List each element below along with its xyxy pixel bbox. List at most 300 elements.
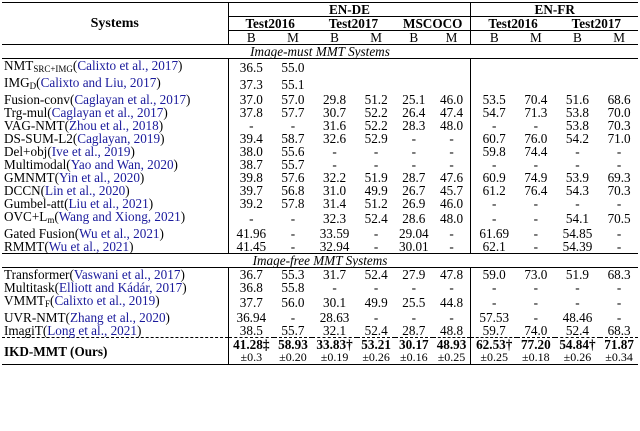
score-cell: - [533,196,539,211]
system-name: Gated Fusion(Wu et al., 2021) [4,226,164,241]
ours-score-cell: 41.28‡ [228,338,274,352]
score-cell: 41.45 [228,240,274,254]
system-name: DCCN(Lin et al., 2020) [4,183,130,198]
method-name: Multimodal [4,157,67,172]
score-cell: 26.9 [402,196,426,211]
method-name: Gumbel-att [4,196,65,211]
score-cell: - [449,239,454,254]
score-cell: - [533,295,539,310]
score-cell: - [616,144,622,159]
method-name: ImagiT [4,323,43,338]
score-cell: - [373,239,379,254]
citation-link[interactable]: Caglayan, 2019 [77,131,161,146]
score-cell: 30.1 [323,295,347,310]
score-cell [555,59,601,77]
ours-std-cell: ±0.34 [605,350,633,364]
mscoco-header: MSCOCO [395,17,471,31]
score-cell: 46.0 [439,196,464,211]
score-cell: 52.4 [565,323,589,338]
score-cell: 36.8 [228,281,274,294]
systems-header: Systems [90,16,139,31]
system-name: Multimodal(Yao and Wan, 2020) [4,157,178,172]
method-name: Fusion-conv [4,92,70,107]
score-cell: 70.3 [607,118,631,133]
score-cell: 57.53 [471,311,517,324]
score-cell: 54.3 [565,183,589,198]
score-cell: 38.7 [228,158,274,171]
score-cell: - [332,157,337,172]
score-cell: - [411,157,416,172]
score-cell: - [575,157,580,172]
score-cell: - [471,294,517,311]
method-name: Transformer [4,267,70,282]
score-cell: 25.1 [402,92,426,107]
method-name: Gated Fusion [4,226,75,241]
table-row [2,324,638,338]
score-cell: 74.9 [524,170,548,185]
score-cell: - [533,157,539,172]
score-cell: 60.9 [471,171,517,184]
score-cell: 51.6 [565,92,589,107]
method-name: RMMT [4,239,45,254]
score-cell [517,76,555,93]
ours-score-cell: 62.53† [471,338,517,352]
score-cell: - [533,118,539,133]
score-cell: 71.3 [524,105,548,120]
score-cell: - [471,119,517,132]
score-cell: 55.3 [281,267,305,282]
score-cell: - [449,131,454,146]
system-name: Multitask(Elliott and Kádár, 2017) [4,280,187,295]
score-cell: - [533,310,539,325]
score-cell: 55.1 [281,77,305,92]
score-cell: 41.96 [228,227,274,240]
score-cell: 61.2 [471,184,517,197]
score-cell [600,76,638,93]
section-image-free: Image-free MMT Systems [2,254,638,268]
score-cell [312,59,358,77]
score-cell: 54.2 [565,131,589,146]
system-name: $NMT_{SRC+IMG}(Calixto$ et al., 2017) [4,58,183,74]
score-cell: 62.1 [471,240,517,254]
score-cell: 74.0 [524,323,548,338]
bleu-header: B [330,30,339,45]
ours-system-name: IKD-MMT (Ours) [2,338,228,365]
score-cell: 73.0 [524,267,548,282]
meteor-header: M [287,30,299,45]
score-cell: 26.4 [402,105,426,120]
system-name: Transformer(Vaswani et al., 2017) [4,267,185,282]
score-cell [517,59,555,77]
system-name: Trg-mul(Caglayan et al., 2017) [4,105,168,120]
score-cell: 59.8 [471,145,517,158]
ours-score-cell: 77.20 [521,337,551,352]
table-row [2,268,638,282]
score-cell: - [411,280,416,295]
score-cell: 57.6 [281,170,305,185]
score-cell: - [533,239,539,254]
score-cell [433,59,471,77]
score-cell: 48.46 [562,310,593,325]
score-cell: 68.3 [607,323,631,338]
method-name: UVR-NMT [4,310,66,325]
ours-std-cell: ±0.25 [437,350,466,364]
score-cell: - [575,280,580,295]
score-cell: 28.6 [402,211,426,226]
test2017-header: Test2017 [312,17,395,31]
en-fr-header: EN-FR [471,3,638,17]
score-cell: 39.7 [228,184,274,197]
score-cell: - [290,118,296,133]
score-cell: - [290,310,296,325]
section-image-must: Image-must MMT Systems [2,45,638,59]
score-cell: - [533,211,539,226]
score-cell [357,76,395,93]
score-cell: - [228,119,274,132]
citation-link[interactable]: Calixto and Liu, 2017 [40,75,157,90]
score-cell: 52.4 [364,267,388,282]
score-cell: 55.6 [281,144,305,159]
ours-std-cell: ±0.26 [362,350,390,364]
en-de-header: EN-DE [228,3,471,17]
score-cell: 52.9 [364,131,388,146]
score-cell: 36.5 [228,59,274,77]
test2016-header: Test2016 [228,17,312,31]
results-table [2,2,638,365]
score-cell: 70.3 [607,183,631,198]
ours-std-cell: ±0.19 [320,350,349,364]
test2017-header: Test2017 [555,17,638,31]
score-cell: 31.7 [323,267,347,282]
bleu-header: B [409,30,419,45]
score-cell: 44.8 [439,295,464,310]
score-cell: - [411,131,416,146]
meteor-header: M [445,30,458,45]
system-name: VAG-NMT(Zhou et al., 2018) [4,118,164,133]
method-name: DS-SUM-L2 [4,131,73,146]
score-cell: 46.0 [439,92,464,107]
score-cell: 45.7 [439,183,464,198]
system-name: GMNMT(Yin et al., 2020) [4,170,145,185]
score-cell: - [616,295,622,310]
score-cell: 32.1 [323,323,347,338]
score-cell: 52.2 [364,118,388,133]
ours-std-cell: ±0.20 [279,350,307,364]
score-cell: 55.0 [281,60,305,75]
system-name: DS-SUM-L2(Caglayan, 2019) [4,131,165,146]
score-cell: 51.9 [565,267,589,282]
score-cell: - [373,157,379,172]
score-cell: 48.8 [439,323,464,338]
method-subscript: F [45,299,51,309]
score-cell: 48.0 [439,211,464,226]
score-cell: - [616,280,622,295]
score-cell: 60.7 [471,132,517,145]
score-cell: 49.9 [364,183,388,198]
score-cell: - [449,310,454,325]
score-cell: 31.6 [323,118,347,133]
ours-std-cell: ±0.26 [563,350,592,364]
meteor-header: M [529,30,542,45]
score-cell: 76.0 [524,131,548,146]
test2016-header: Test2016 [471,17,555,31]
system-name: Fusion-conv(Caglayan et al., 2017) [4,92,191,107]
system-name: RMMT(Wu et al., 2021) [4,239,134,254]
ours-score-cell: 71.87 [604,337,634,352]
score-cell: 29.04 [398,226,429,241]
score-cell: 53.5 [471,93,517,106]
method-name: VMMT [4,293,46,308]
method-name: OVC+L [4,209,48,224]
score-cell: - [290,211,296,226]
score-cell: 70.5 [607,211,631,226]
score-cell: - [290,239,296,254]
method-name: VAG-NMT [4,118,65,133]
score-cell: - [449,226,454,241]
score-cell: 55.8 [281,280,305,295]
score-cell: 54.7 [471,106,517,119]
citation-link[interactable]: Calixto et al., 2019 [54,293,156,308]
score-cell: 37.0 [228,93,274,106]
bleu-header: B [471,31,517,45]
score-cell: 30.01 [398,239,429,254]
citation-link[interactable]: Ive et al., 2019 [51,144,131,159]
score-cell: 36.7 [228,268,274,282]
score-cell [433,76,471,93]
table-row [2,59,638,77]
score-cell: - [411,144,416,159]
score-cell [357,59,395,77]
ours-std-cell: ±0.25 [471,351,517,365]
score-cell: - [575,295,580,310]
score-cell: 51.2 [364,196,388,211]
score-cell: 37.8 [228,106,274,119]
citation-link[interactable]: Liu et al., 2021 [68,196,149,211]
score-cell [312,76,358,93]
score-cell: - [332,280,337,295]
method-name: Trg-mul [4,105,48,120]
score-cell: 68.3 [607,267,631,282]
score-cell: - [373,226,379,241]
score-cell: - [373,280,379,295]
score-cell: - [575,144,580,159]
table-row [2,210,638,227]
score-cell: 56.8 [281,183,305,198]
citation-link[interactable]: Lin et al., 2020 [45,183,126,198]
score-cell: 26.7 [402,183,426,198]
score-cell: 25.5 [402,295,426,310]
ours-std-cell: ±0.3 [228,351,274,365]
score-cell: 27.9 [402,267,426,282]
score-cell: 51.9 [364,170,388,185]
method-subscript: SRC+IMG [33,64,73,74]
table-row [2,240,638,254]
score-cell: 49.9 [364,295,388,310]
system-name: Del+obj(Ive et al., 2019) [4,144,135,159]
score-cell: 28.7 [402,323,426,338]
citation-link[interactable]: Long et al., 2021 [47,323,137,338]
score-cell: 61.69 [471,227,517,240]
score-cell: 37.3 [228,76,274,93]
score-cell [600,59,638,77]
ours-score-cell: 53.21 [361,337,391,352]
score-cell: 32.2 [323,170,347,185]
system-name: $IMG_D(Calixto$ and Liu, 2017) [4,75,161,91]
score-cell: 47.4 [439,105,464,120]
score-cell: 55.7 [281,323,305,338]
score-cell: - [373,310,379,325]
method-name: NMT [4,58,34,73]
ours-row [2,338,638,352]
citation-link[interactable]: Wang and Xiong, 2021 [58,209,181,224]
score-cell: 59.0 [471,268,517,282]
score-cell [395,59,433,77]
score-cell: 57.0 [281,92,305,107]
score-cell: 48.0 [439,118,464,133]
score-cell: - [616,226,622,241]
score-cell: 69.3 [607,170,631,185]
score-cell: - [449,144,454,159]
score-cell: 52.2 [364,105,388,120]
score-cell: 53.8 [565,118,589,133]
score-cell: - [449,280,454,295]
score-cell: - [411,310,416,325]
citation-link[interactable]: Wu et al., 2021 [79,226,160,241]
score-cell: - [228,210,274,227]
score-cell: 47.8 [439,267,464,282]
score-cell: 30.7 [323,105,347,120]
score-cell: 32.94 [319,239,350,254]
citation-link[interactable]: Yin et al., 2020 [58,170,140,185]
score-cell: - [290,226,296,241]
system-name: $OVC+L_m(Wang$ and Xiong, 2021) [4,209,186,225]
score-cell [471,76,517,93]
score-cell: - [616,157,622,172]
citation-link[interactable]: Caglayan et al., 2017 [51,105,164,120]
score-cell: 54.85 [562,226,593,241]
method-subscript: m [47,215,55,225]
score-cell [395,76,433,93]
score-cell: 39.8 [228,171,274,184]
score-cell: 32.6 [323,131,347,146]
score-cell: - [373,144,379,159]
score-cell: - [533,280,539,295]
score-cell: 47.6 [439,170,464,185]
method-name: GMNMT [4,170,55,185]
score-cell: 31.4 [323,196,347,211]
score-cell: - [449,157,454,172]
score-cell: 76.4 [524,183,548,198]
ours-score-cell: 48.93 [436,337,467,352]
score-cell: 31.0 [323,183,347,198]
score-cell: 52.4 [364,211,388,226]
score-cell: - [575,196,580,211]
citation-link[interactable]: Zhang et al., 2020 [69,310,166,325]
score-cell: 52.4 [364,323,388,338]
citation-link[interactable]: Calixto et al., 2017 [77,58,179,73]
method-name: IMG [4,75,30,90]
score-cell: 32.3 [323,211,347,226]
score-cell: 57.7 [281,105,305,120]
score-cell: 53.9 [565,170,589,185]
score-cell: 58.7 [281,131,305,146]
score-cell: 74.4 [524,144,548,159]
table-row [2,294,638,311]
ours-score-cell: 58.93 [278,337,308,352]
system-name: UVR-NMT(Zhang et al., 2020) [4,310,170,325]
score-cell [471,59,517,77]
citation-link[interactable]: Caglayan et al., 2017 [74,92,187,107]
score-cell: - [471,210,517,227]
method-subscript: D [29,81,37,91]
score-cell: 38.5 [228,324,274,338]
ours-score-cell: 30.17 [398,337,429,352]
score-cell: - [616,310,622,325]
meteor-header: M [613,30,625,45]
score-cell: 36.94 [228,311,274,324]
score-cell: - [533,226,539,241]
score-cell: 54.1 [565,211,589,226]
score-cell: 53.8 [565,105,589,120]
citation-link[interactable]: Zhou et al., 2018 [68,118,159,133]
score-cell: 54.39 [562,239,593,254]
score-cell [555,76,601,93]
system-name: Gumbel-att(Liu et al., 2021) [4,196,154,211]
score-cell: 38.0 [228,145,274,158]
bleu-header: B [573,30,582,45]
meteor-header: M [370,30,382,45]
score-cell: 29.8 [323,92,347,107]
ours-score-cell: 33.83† [316,337,353,352]
score-cell: - [471,158,517,171]
bleu-header: B [228,31,274,45]
ours-std-cell: ±0.18 [522,350,550,364]
score-cell: 51.2 [364,92,388,107]
score-cell: 57.8 [281,196,305,211]
citation-link[interactable]: Wu et al., 2021 [48,239,130,254]
score-cell: 55.7 [281,157,305,172]
score-cell: - [471,197,517,210]
ours-score-cell: 54.84† [559,337,596,352]
score-cell: 33.59 [319,226,350,241]
score-cell: 28.3 [402,118,426,133]
score-cell: 71.0 [607,131,631,146]
system-name: $VMMT_F(Calixto$ et al., 2019) [4,293,160,309]
score-cell: 70.0 [607,105,631,120]
score-cell: 39.2 [228,197,274,210]
score-cell: 39.4 [228,132,274,145]
citation-link[interactable]: Vaswani et al., 2017 [73,267,181,282]
score-cell: 56.0 [281,295,305,310]
system-name: ImagiT(Long et al., 2021) [4,323,142,338]
score-cell: - [471,281,517,294]
citation-link[interactable]: Yao and Wan, 2020 [70,157,174,172]
method-name: Multitask [4,280,55,295]
score-cell: 59.7 [471,324,517,338]
score-cell: - [332,144,337,159]
citation-link[interactable]: Elliott and Kádár, 2017 [58,280,183,295]
score-cell: - [616,239,622,254]
score-cell: 28.7 [402,170,426,185]
score-cell: 68.6 [607,92,631,107]
score-cell: - [616,196,622,211]
table-row [2,76,638,93]
ours-std-cell: ±0.16 [400,350,428,364]
score-cell: 37.7 [228,294,274,311]
score-cell: 28.63 [319,310,350,325]
score-cell: 70.4 [524,92,548,107]
method-name: DCCN [4,183,41,198]
